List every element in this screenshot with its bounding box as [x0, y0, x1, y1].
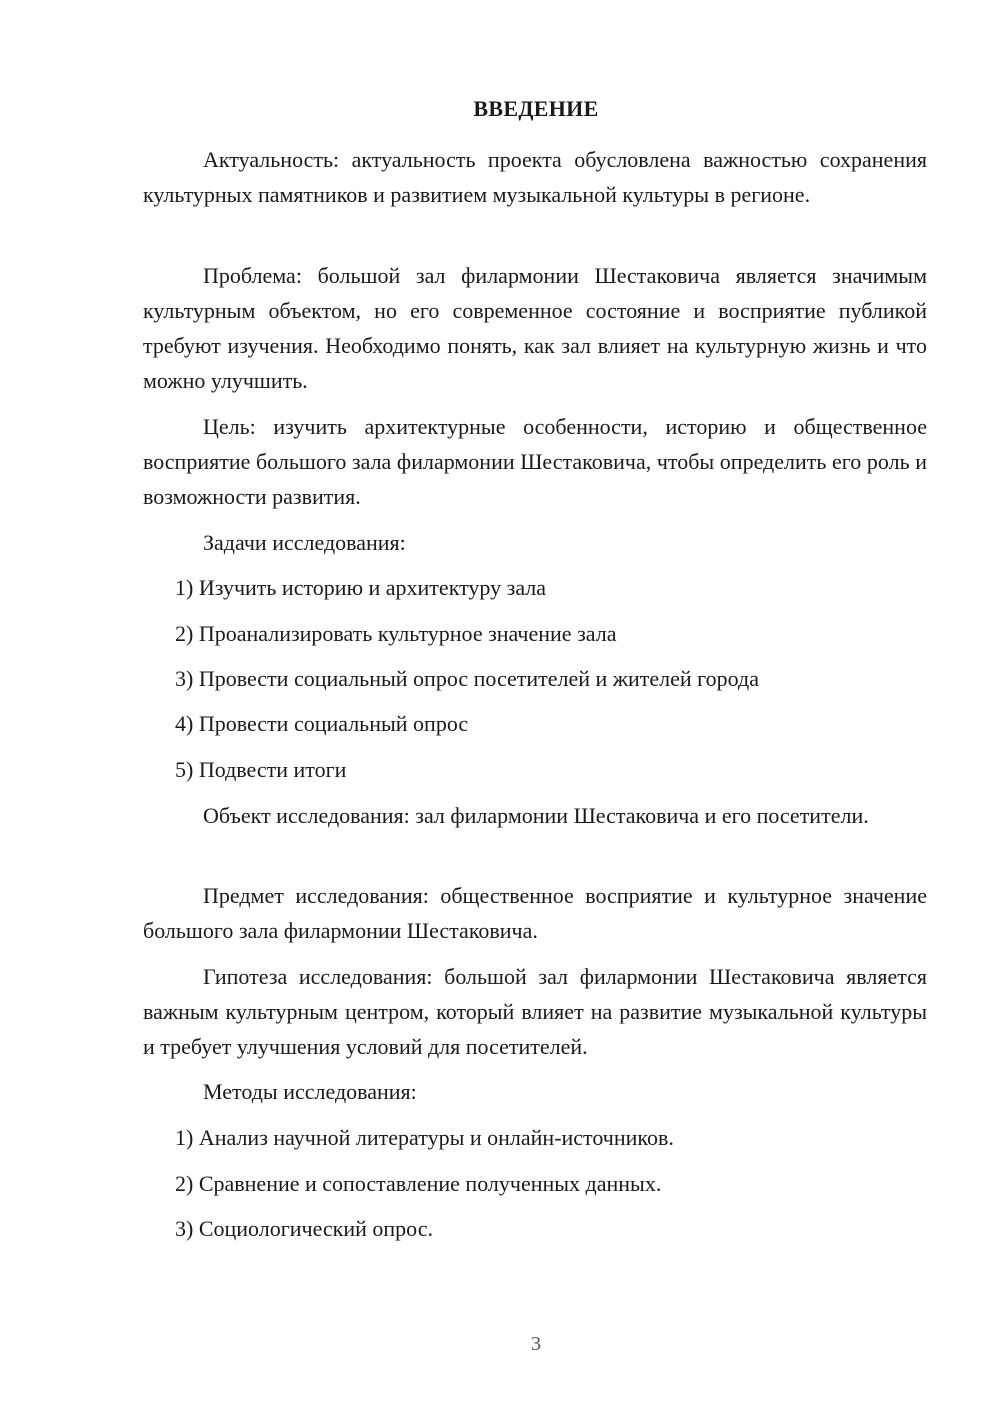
page-title: ВВЕДЕНИЕ	[473, 96, 599, 121]
task-item: 2) Проанализировать культурное значение зала	[175, 621, 617, 646]
subject-paragraph: Предмет исследования: общественное восприятие и культурное значение большого зала филармонии Шестаковича.	[143, 883, 927, 943]
method-item: 3) Социологический опрос.	[175, 1216, 433, 1241]
task-item: 4) Провести социальный опрос	[175, 711, 469, 736]
goal-paragraph: Цель: изучить архитектурные особенности, историю и общественное восприятие большого зала филармонии Шестаковича, чтобы определить его роль и возможности развития.	[143, 414, 927, 509]
task-item: 1) Изучить историю и архитектуру зала	[175, 575, 547, 600]
page-number: 3	[531, 1333, 541, 1355]
method-item: 1) Анализ научной литературы и онлайн-источников.	[175, 1125, 674, 1150]
task-item: 5) Подвести итоги	[175, 757, 347, 782]
method-item: 2) Сравнение и сопоставление полученных данных.	[175, 1171, 662, 1196]
tasks-heading: Задачи исследования:	[203, 530, 406, 555]
relevance-paragraph: Актуальность: актуальность проекта обусловлена важностью сохранения культурных памятников и развитием музыкальной культуры в регионе.	[143, 147, 927, 207]
task-item: 3) Провести социальный опрос посетителей и жителей города	[175, 666, 759, 691]
hypothesis-paragraph: Гипотеза исследования: большой зал филармонии Шестаковича является важным культурным центром, который влияет на развитие музыкальной культуры и требует улучшения условий для посетителей.	[143, 964, 927, 1059]
object-paragraph: Объект исследования: зал филармонии Шестаковича и его посетители.	[203, 803, 869, 828]
methods-heading: Методы исследования:	[203, 1079, 417, 1104]
problem-paragraph: Проблема: большой зал филармонии Шестаковича является значимым культурным объектом, но его современное состояние и восприятие публикой требуют изучения. Необходимо понять, как зал влияет на культурную жизнь и что можно улучшить.	[143, 263, 927, 393]
